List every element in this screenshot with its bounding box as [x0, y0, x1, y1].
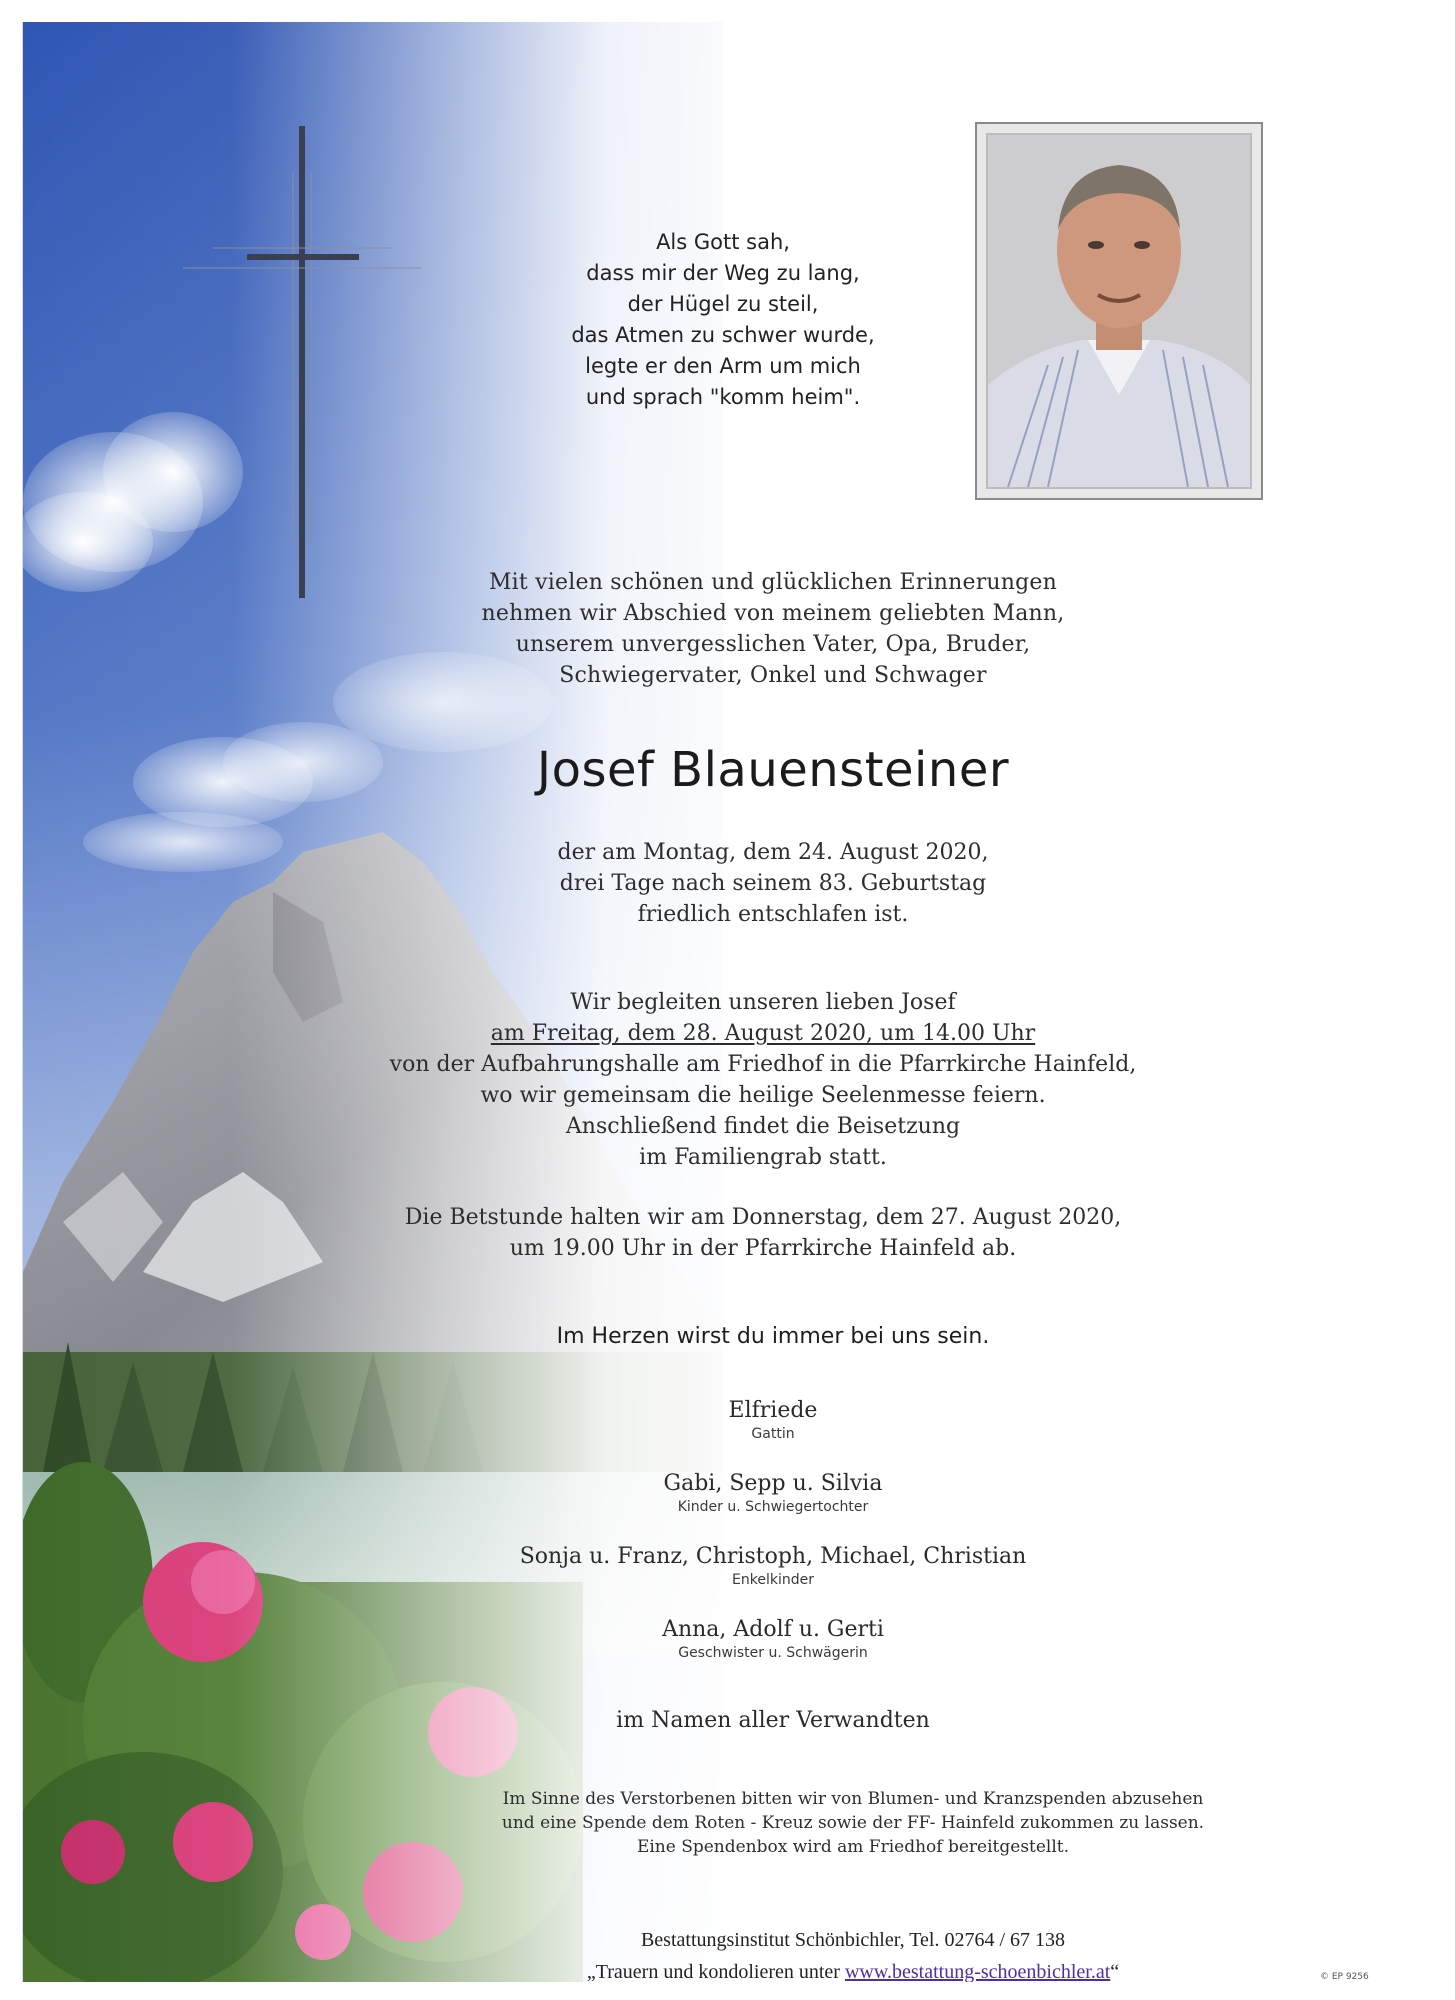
poem-line: legte er den Arm um mich [585, 354, 861, 378]
funeral-line: Anschließend findet die Beisetzung [565, 1114, 961, 1139]
family-role: Geschwister u. Schwägerin [678, 1645, 868, 1661]
family-role: Kinder u. Schwiegertochter [677, 1499, 869, 1515]
funeral-home: Bestattungsinstitut Schönbichler, Tel. 02764 / 67 138 [640, 1929, 1066, 1951]
funeral-details [323, 987, 1203, 1173]
prayer-hour [323, 1202, 1203, 1264]
funeral-date: am Freitag, dem 28. August 2020, um 14.00 Uhr [490, 1021, 1036, 1046]
funeral-line: Wir begleiten unseren lieben Josef [570, 990, 956, 1015]
intro-text [383, 567, 1163, 691]
intro-line: unserem unvergesslichen Vater, Opa, Bruder, [515, 632, 1031, 657]
donation-note [403, 1787, 1303, 1859]
family-list [423, 1397, 1123, 1689]
deceased-name: Josef Blauensteiner [536, 742, 1010, 798]
portrait-photo [986, 133, 1252, 489]
obituary-sheet [22, 22, 1411, 1982]
family-role: Gattin [751, 1426, 795, 1442]
website-link[interactable]: www.bestattung-schoenbichler.at [844, 1961, 1111, 1982]
closing-line: Im Herzen wirst du immer bei uns sein. [556, 1324, 990, 1349]
funeral-line: wo wir gemeinsam die heilige Seelenmesse feiern. [480, 1083, 1046, 1108]
funeral-line: im Familiengrab statt. [639, 1145, 887, 1170]
family-names: Elfriede [728, 1398, 818, 1423]
poem [463, 227, 983, 413]
condolence-prefix: „Trauern und kondolieren unter [586, 1961, 845, 1982]
prayer-line: um 19.00 Uhr in der Pfarrkirche Hainfeld ab. [509, 1236, 1017, 1261]
poem-line: und sprach "komm heim". [585, 385, 861, 409]
funeral-line: von der Aufbahrungshalle am Friedhof in die Pfarrkirche Hainfeld, [389, 1052, 1137, 1077]
condolence-suffix: “ [1110, 1961, 1120, 1982]
poem-line: dass mir der Weg zu lang, [586, 261, 860, 285]
prayer-line: Die Betstunde halten wir am Donnerstag, dem 27. August 2020, [404, 1205, 1122, 1230]
donation-line: und eine Spende dem Roten - Kreuz sowie der FF- Hainfeld zukommen zu lassen. [501, 1813, 1205, 1833]
death-line: friedlich entschlafen ist. [637, 902, 909, 927]
portrait-frame [975, 122, 1263, 500]
condolence-line [403, 1956, 1303, 1982]
print-code: © EP 9256 [1320, 1972, 1369, 1982]
intro-line: nehmen wir Abschied von meinem geliebten Mann, [481, 601, 1065, 626]
poem-line: das Atmen zu schwer wurde, [571, 323, 875, 347]
death-line: drei Tage nach seinem 83. Geburtstag [559, 871, 987, 896]
death-notice [383, 837, 1163, 930]
intro-line: Schwiegervater, Onkel und Schwager [559, 663, 987, 688]
donation-line: Eine Spendenbox wird am Friedhof bereitgestellt. [636, 1837, 1070, 1857]
footer [403, 1924, 1303, 1982]
poem-line: der Hügel zu steil, [627, 292, 819, 316]
portrait-illustration [988, 135, 1250, 487]
death-line: der am Montag, dem 24. August 2020, [557, 840, 989, 865]
family-names: Gabi, Sepp u. Silvia [663, 1471, 883, 1496]
family-names: Sonja u. Franz, Christoph, Michael, Christian [519, 1544, 1027, 1569]
relatives-line: im Namen aller Verwandten [616, 1708, 930, 1733]
poem-line: Als Gott sah, [656, 230, 790, 254]
family-role: Enkelkinder [732, 1572, 814, 1588]
family-names: Anna, Adolf u. Gerti [662, 1617, 884, 1642]
donation-line: Im Sinne des Verstorbenen bitten wir von Blumen- und Kranzspenden abzusehen [502, 1789, 1204, 1809]
intro-line: Mit vielen schönen und glücklichen Erinnerungen [488, 570, 1058, 595]
